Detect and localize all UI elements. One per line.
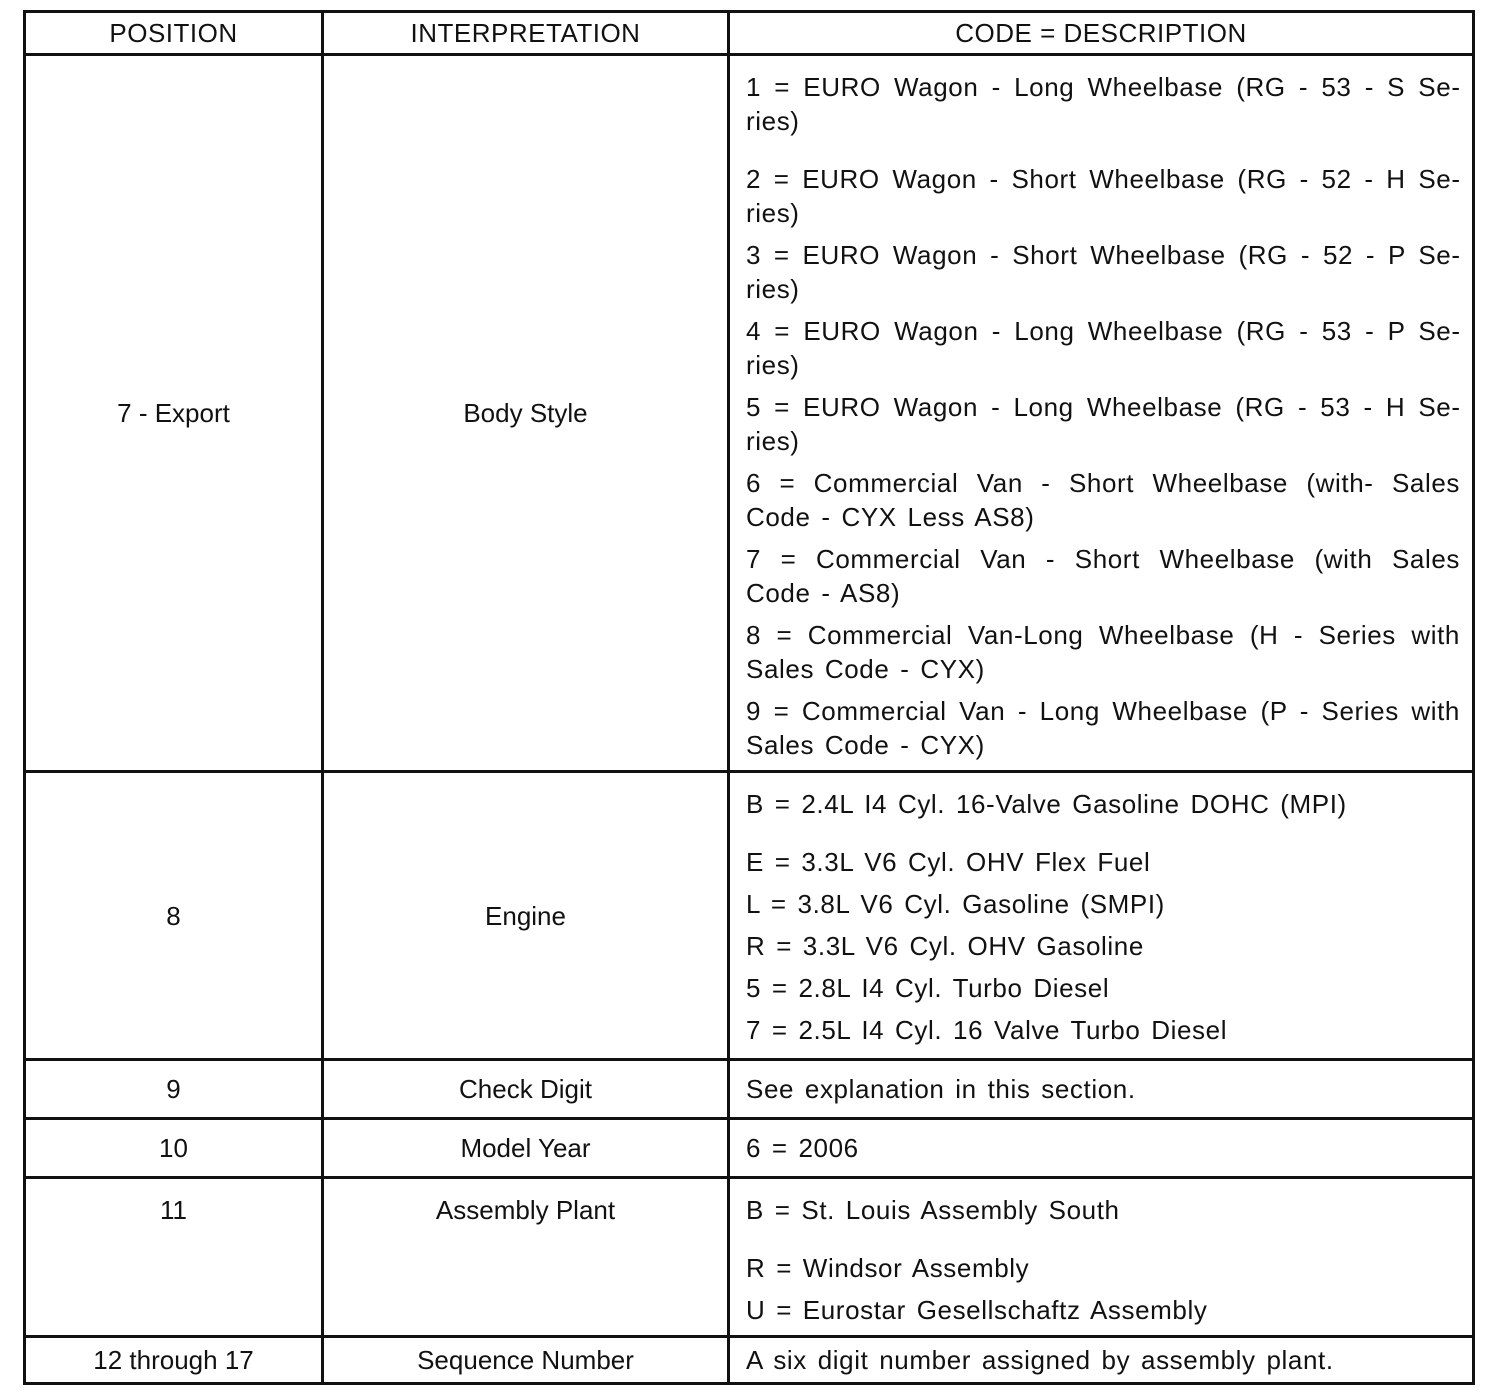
code-line: 6 = 2006 xyxy=(746,1133,859,1163)
code-line: 5 = EURO Wagon - Long Wheelbase (RG - 53 - H Series) xyxy=(746,392,1460,456)
code-description-cell xyxy=(729,55,1474,772)
code-line: 1 = EURO Wagon - Long Wheelbase (RG - 53 - S Series) xyxy=(746,72,1460,136)
code-description-cell xyxy=(729,1060,1474,1119)
interpretation-cell: Check Digit xyxy=(323,1060,729,1119)
code-description-cell xyxy=(729,1337,1474,1384)
code-line: 3 = EURO Wagon - Short Wheelbase (RG - 52 - P Series) xyxy=(746,240,1460,304)
position-cell: 10 xyxy=(25,1119,323,1178)
position-text: 11 xyxy=(160,1195,187,1225)
interpretation-cell: Body Style xyxy=(323,55,729,772)
code-line: E = 3.3L V6 Cyl. OHV Flex Fuel xyxy=(746,847,1151,877)
interpretation-text: Assembly Plant xyxy=(435,1195,616,1225)
header-code-description: CODE = DESCRIPTION xyxy=(729,12,1474,55)
code-description-cell xyxy=(729,1178,1474,1337)
code-line: 7 = Commercial Van - Short Wheelbase (with Sales Code - AS8) xyxy=(746,544,1460,608)
code-line: 8 = Commercial Van-Long Wheelbase (H - Series with Sales Code - CYX) xyxy=(746,620,1460,684)
code-line: R = 3.3L V6 Cyl. OHV Gasoline xyxy=(746,931,1144,961)
position-cell: 12 through 17 xyxy=(25,1337,323,1384)
interpretation-cell: Model Year xyxy=(323,1119,729,1178)
code-line: 7 = 2.5L I4 Cyl. 16 Valve Turbo Diesel xyxy=(746,1015,1228,1045)
code-description-cell xyxy=(729,1119,1474,1178)
position-cell: 9 xyxy=(25,1060,323,1119)
code-line: 9 = Commercial Van - Long Wheelbase (P - Series with Sales Code - CYX) xyxy=(746,696,1460,760)
code-line: 5 = 2.8L I4 Cyl. Turbo Diesel xyxy=(746,973,1110,1003)
table-row xyxy=(25,1060,1474,1119)
interpretation-cell xyxy=(323,1178,729,1337)
header-interpretation: INTERPRETATION xyxy=(323,12,729,55)
table-row xyxy=(25,772,1474,1060)
header-position: POSITION xyxy=(25,12,323,55)
position-cell: 8 xyxy=(25,772,323,1060)
code-line: R = Windsor Assembly xyxy=(746,1253,1030,1283)
code-line: B = St. Louis Assembly South xyxy=(746,1195,1120,1225)
code-description-cell xyxy=(729,772,1474,1060)
table-row xyxy=(25,1337,1474,1384)
vin-code-table xyxy=(23,10,1475,1385)
table-row xyxy=(25,1178,1474,1337)
code-line: U = Eurostar Gesellschaftz Assembly xyxy=(746,1295,1208,1325)
code-line: B = 2.4L I4 Cyl. 16-Valve Gasoline DOHC (MPI) xyxy=(746,789,1347,819)
code-line: 6 = Commercial Van - Short Wheelbase (with- Sales Code - CYX Less AS8) xyxy=(746,468,1460,532)
position-cell xyxy=(25,1178,323,1337)
code-line: 2 = EURO Wagon - Short Wheelbase (RG - 52 - H Series) xyxy=(746,164,1460,228)
position-cell: 7 - Export xyxy=(25,55,323,772)
table-row xyxy=(25,55,1474,772)
header-row xyxy=(25,12,1474,55)
code-line: 4 = EURO Wagon - Long Wheelbase (RG - 53 - P Series) xyxy=(746,316,1460,380)
interpretation-cell: Sequence Number xyxy=(323,1337,729,1384)
code-line: See explanation in this section. xyxy=(746,1074,1136,1104)
table-row xyxy=(25,1119,1474,1178)
code-line: A six digit number assigned by assembly plant. xyxy=(746,1345,1334,1375)
code-line: L = 3.8L V6 Cyl. Gasoline (SMPI) xyxy=(746,889,1165,919)
interpretation-cell: Engine xyxy=(323,772,729,1060)
